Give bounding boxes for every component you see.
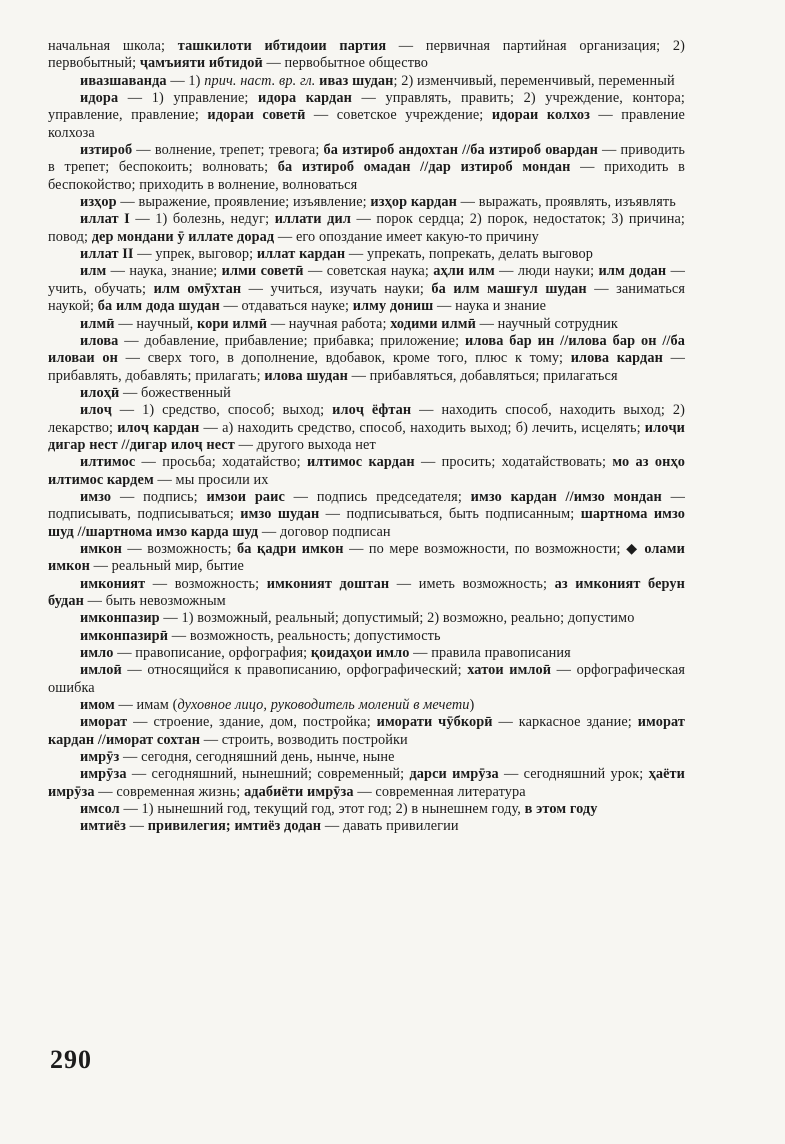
headword-text: имкон [80, 540, 122, 557]
definition-text: — приводить в трепет; беспокоить; волновать; [48, 142, 685, 176]
definition-text: — его опоздание имеет какую-то причину [274, 228, 539, 245]
definition-text: — прибавляться, добавляться; прилагаться [347, 367, 618, 384]
headword-text: имло [80, 645, 114, 662]
dictionary-entry [48, 628, 685, 645]
headword-text: илова шудан [264, 367, 348, 384]
definition-text: — современная жизнь; [94, 783, 245, 800]
dictionary-entry [48, 246, 685, 263]
headword-text: имом [80, 697, 115, 714]
definition-text: — волнение, трепет; тревога; [132, 142, 324, 159]
definition-text: — порок сердца; 2) порок, недостаток; 3) причина; повод; [48, 211, 685, 245]
dictionary-entry [48, 142, 685, 194]
dictionary-entry [48, 316, 685, 333]
headword-text: ба илм машғул шудан [431, 280, 587, 297]
definition-text: — относящийся к правописанию, орфографический; [121, 662, 468, 679]
headword-text: дарси имрӯза [409, 766, 499, 783]
definition-text: — подписываться, быть подписанным; [319, 506, 581, 523]
headword-text: иморат [80, 714, 128, 731]
definition-text: — строить, возводить постройки [200, 731, 408, 748]
headword-text: қоидаҳои имло [310, 645, 410, 662]
definition-text: — заниматься наукой; [48, 280, 686, 315]
definition-text: — первобытное общество [262, 55, 429, 72]
definition-text: — правила правописания [409, 645, 571, 662]
headword-text: илова [80, 332, 119, 349]
headword-text: дер мондани ӯ иллате дорад [91, 228, 275, 245]
definition-text: — по мере возможности, по возможности; ◆ [343, 540, 645, 557]
headword-text: илова бар ин //илова бар он //ба иловаи он [48, 332, 686, 367]
definition-text: — советская наука; [303, 263, 434, 280]
headword-text: ҷамъияти ибтидоӣ [139, 55, 263, 72]
dictionary-entry [48, 454, 685, 489]
headword-text: илму дониш [352, 298, 434, 315]
definition-text: ; 2) изменчивый, переменчивый, переменный [393, 72, 675, 89]
headword-text: имконпазир [80, 610, 160, 627]
definition-text: — а) находить средство, способ, находить выход; б) лечить, исцелять; [199, 419, 645, 436]
definition-text: — другого выхода нет [234, 436, 376, 453]
headword-text: идора кардан [258, 90, 352, 107]
headword-text: аз имконият берун будан [48, 575, 685, 609]
definition-text: — современная литература [353, 783, 526, 800]
definition-text: — добавление, прибавление; прибавка; приложение; [118, 332, 466, 349]
definition-text: — [125, 818, 148, 835]
definition-text: — приходить в беспокойство; приходить в волнение, волноваться [48, 159, 686, 193]
definition-text: — наука, знание; [106, 263, 222, 280]
headword-text: имрӯз [80, 749, 120, 766]
definition-text: — люди науки; [494, 263, 599, 280]
dictionary-entry [48, 541, 685, 576]
headword-text: шартнома имзо шуд //шартнома имзо карда шуд [48, 506, 686, 540]
dictionary-entry [48, 489, 685, 541]
headword-text: ивазшаванда [80, 72, 167, 89]
definition-text: — находить способ, находить выход; 2) лекарство; [48, 402, 685, 436]
headword-text: кори илмӣ [196, 315, 268, 332]
definition-text: — 1) возможный, реальный; допустимый; 2) возможно, реально; допустимо [159, 610, 635, 627]
definition-text: — научная работа; [267, 315, 391, 332]
headword-text: имтиёз [80, 818, 126, 835]
definition-text: — советское учреждение; [305, 107, 492, 124]
definition-text: — научный, [114, 315, 197, 332]
headword-text: идораи советӣ [207, 107, 306, 124]
headword-text: имконият [80, 575, 146, 592]
headword-text: ходими илмӣ [390, 315, 476, 332]
definition-text: — сверх того, в дополнение, вдобавок, кроме того, плюс к тому; [118, 350, 571, 367]
definition-text: — быть невозможным [83, 593, 226, 609]
headword-text: илм омӯхтан [153, 280, 242, 297]
dictionary-entry [48, 818, 685, 835]
dictionary-entry [48, 801, 685, 818]
dictionary-entry [48, 402, 685, 454]
headword-text: имзо кардан //имзо мондан [470, 488, 662, 505]
definition-text: — возможность; [145, 575, 267, 592]
definition-text: — мы просили их [153, 471, 269, 488]
definition-text: — выражение, проявление; изъявление; [116, 194, 371, 211]
definition-text: — договор подписан [258, 523, 391, 540]
definition-text: — подпись; [111, 488, 207, 505]
italic-note-text: прич. наст. вр. гл. [204, 72, 316, 89]
definition-text: — 1) нынешний год, текущий год, этот год; 2) в нынешнем году, [119, 801, 525, 818]
headword-text: илоҷи дигар нест //дигар илоҷ нест [48, 419, 685, 453]
definition-text: — подписывать, подписываться; [48, 488, 686, 523]
definition-text: — 1) управление; [118, 90, 259, 107]
headword-text: адабиёти имрӯза [244, 783, 354, 800]
dictionary-entry [48, 766, 685, 801]
definition-text: — 1) [166, 72, 205, 89]
definition-text: — 1) средство, способ; выход; [111, 402, 333, 419]
headword-text: имзо [80, 488, 112, 505]
definition-text: — строение, здание, дом, постройка; [127, 714, 377, 731]
definition-text: — просить; ходатайствовать; [414, 454, 613, 471]
definition-text: — наука и знание [433, 298, 547, 315]
headword-text: ҳаёти имрӯза [48, 766, 685, 800]
definition-text: — подпись председателя; [284, 488, 471, 505]
headword-text: иморати чӯбкорӣ [376, 714, 493, 731]
definition-text: — правописание, орфография; [113, 645, 311, 662]
definition-text: — 1) болезнь, недуг; [129, 211, 275, 228]
dictionary-entry [48, 73, 685, 90]
headword-text: ба илм дода шудан [97, 298, 220, 315]
headword-text: иморат кардан //иморат сохтан [48, 714, 686, 748]
headword-text: имзо шудан [240, 506, 320, 523]
definition-text: — божественный [119, 384, 231, 401]
definition-text: — управлять, править; 2) учреждение, контора; управление, правление; [48, 90, 685, 124]
dictionary-entry [48, 194, 685, 211]
headword-text: имсол [80, 801, 120, 818]
headword-text: ба изтироб андохтан //ба изтироб овардан [323, 142, 598, 159]
headword-text: илтимос кардан [306, 454, 415, 471]
definition-text: — упрекать, попрекать, делать выговор [345, 246, 594, 263]
headword-text: ба изтироб омадан //дар изтироб мондан [277, 159, 571, 176]
headword-text: иллат I [80, 211, 130, 228]
headword-text: имлоӣ [80, 662, 122, 679]
definition-text: — научный сотрудник [475, 315, 618, 332]
definition-text: — прибавлять, добавлять; прилагать; [48, 350, 685, 384]
definition-text: — отдаваться науке; [219, 298, 353, 315]
headword-text: илм додан [598, 263, 667, 280]
definition-text: — реальный мир, бытие [89, 558, 244, 575]
page-number: 290 [50, 1045, 92, 1074]
definition-text: — учить, обучать; [48, 263, 685, 297]
dictionary-entry [48, 211, 685, 246]
dictionary-entry [48, 714, 685, 749]
definition-text: — иметь возможность; [389, 575, 555, 592]
headword-text: имтиёз додан [234, 818, 322, 835]
dictionary-entry [48, 610, 685, 627]
headword-text: илоҷ кардан [117, 419, 200, 436]
italic-note-text: духовное лицо, руководитель молений в мечети [177, 697, 470, 714]
definition-text: — выражать, проявлять, изъявлять [456, 194, 676, 211]
definition-text: — имам ( [114, 697, 178, 714]
definition-text: — учиться, изучать науки; [241, 280, 432, 297]
headword-text: илоҷ [80, 402, 112, 419]
headword-text: илоҷ ёфтан [332, 402, 412, 419]
dictionary-entry [48, 263, 685, 315]
definition-text: начальная школа; [48, 38, 178, 54]
headword-text: ба қадри имкон [237, 540, 344, 557]
definition-text: — упрек, выговор; [133, 246, 257, 263]
headword-text: илоҳӣ [80, 384, 120, 401]
definition-text: — возможность, реальность; допустимость [168, 627, 441, 644]
definition-text: — возможность; [121, 540, 238, 557]
dictionary-entry [48, 697, 685, 714]
headword-text: илмӣ [80, 315, 115, 332]
headword-text: изтироб [80, 142, 133, 159]
dictionary-entry [48, 38, 685, 73]
headword-text: идора [80, 90, 119, 107]
definition-text: ) [469, 697, 475, 714]
dictionary-entry [48, 90, 685, 142]
definition-text: — первичная партийная организация; 2) первобытный; [48, 38, 685, 72]
definition-text: — каркасное здание; [492, 714, 638, 731]
headword-text: илм [80, 263, 107, 280]
definition-text: — сегодняшний урок; [498, 766, 649, 783]
headword-text: илтимос [80, 454, 136, 471]
definition-text: — орфографическая ошибка [48, 662, 685, 696]
headword-text: олами имкон [48, 540, 685, 575]
headword-text: имконият доштан [266, 575, 390, 592]
definition-text: — просьба; ходатайство; [135, 454, 307, 471]
headword-text: привилегия; [147, 818, 235, 835]
headword-text: аҳли илм [433, 263, 495, 280]
definition-text: — сегодняшний, нынешний; современный; [126, 766, 410, 783]
dictionary-entry [48, 749, 685, 766]
dictionary-entry [48, 645, 685, 662]
definition-text: — правление колхоза [48, 107, 685, 141]
headword-text: иллат II [80, 246, 134, 263]
dictionary-entry [48, 576, 685, 611]
headword-text: илова кардан [570, 350, 663, 367]
headword-text: ташкилоти ибтидоии партия [177, 38, 387, 54]
dictionary-entry [48, 385, 685, 402]
headword-text: илми советӣ [221, 263, 304, 280]
headword-text: изҳор кардан [370, 194, 457, 211]
headword-text: иллат кардан [256, 246, 346, 263]
headword-text: идораи колхоз [491, 107, 590, 124]
dictionary-entries [48, 38, 685, 836]
dictionary-entry [48, 333, 685, 385]
headword-text: хатои имлоӣ [467, 662, 552, 679]
definition-text: — давать привилегии [321, 818, 459, 835]
headword-text: в этом году [524, 801, 598, 818]
headword-text: иваз шудан [319, 72, 394, 89]
definition-text: — сегодня, сегодняшний день, нынче, ныне [119, 749, 395, 766]
headword-text: изҳор [80, 194, 117, 211]
headword-text: иллати дил [274, 211, 351, 228]
headword-text: мо аз онҳо илтимос кардем [48, 454, 685, 488]
dictionary-entry [48, 662, 685, 697]
headword-text: имконпазирӣ [80, 627, 169, 644]
headword-text: имрӯза [80, 766, 127, 783]
headword-text: имзои раис [206, 488, 285, 505]
